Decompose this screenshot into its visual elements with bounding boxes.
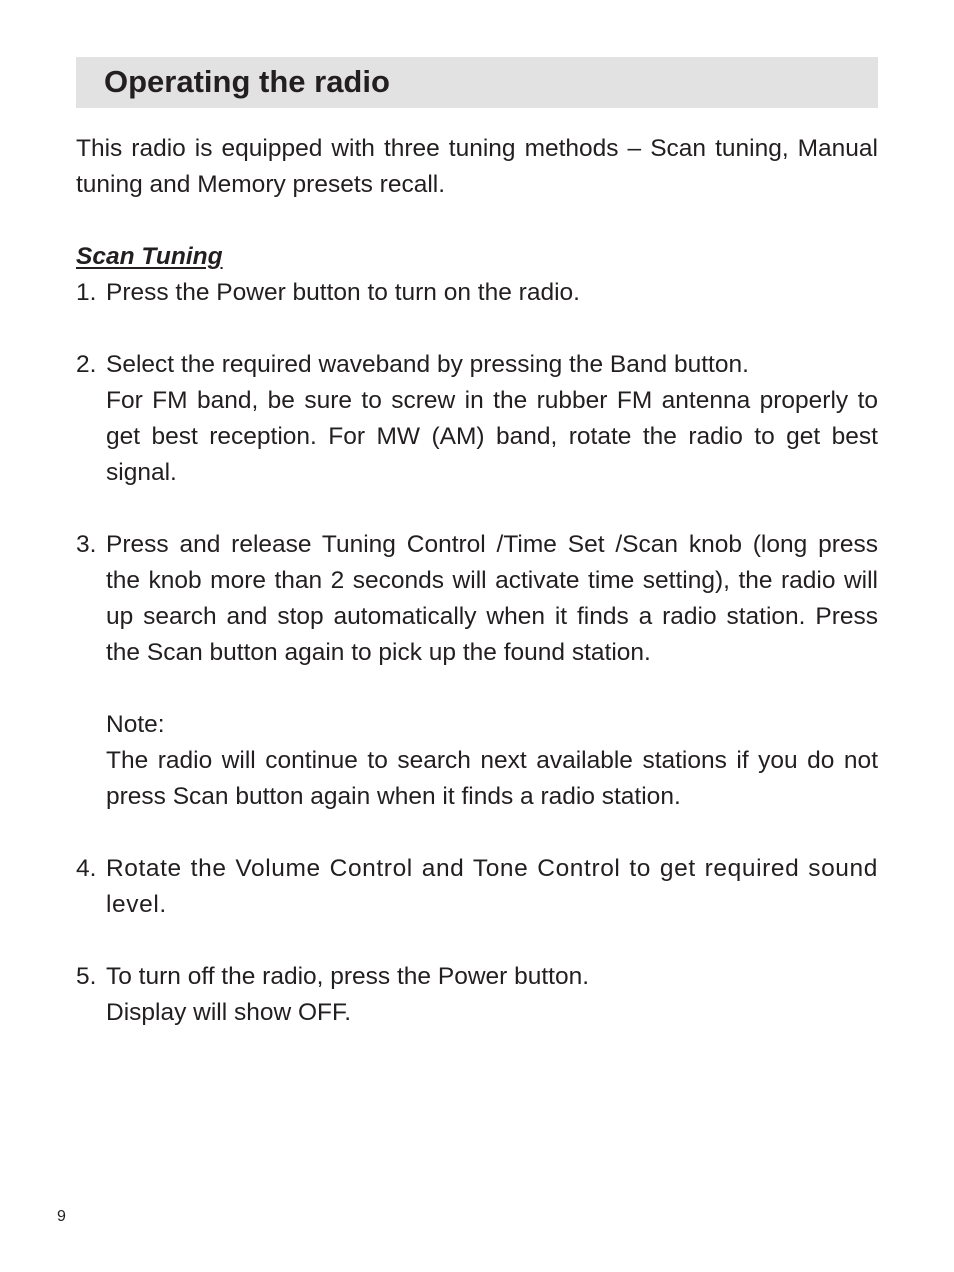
section-title: Operating the radio xyxy=(104,64,390,99)
step-3-note-text: The radio will continue to search next available stations if you do not press Scan button again when it finds a radio station. xyxy=(106,747,878,810)
step-2-number: 2. xyxy=(76,351,97,378)
spacer xyxy=(106,671,878,707)
step-5 xyxy=(76,959,878,1031)
step-1-number: 1. xyxy=(76,279,97,306)
spacer xyxy=(76,311,878,347)
step-5-number: 5. xyxy=(76,963,97,990)
spacer xyxy=(76,203,878,239)
step-2-text: Select the required waveband by pressing the Band button. xyxy=(106,351,749,378)
spacer xyxy=(76,923,878,959)
step-3-text: Press and release Tuning Control /Time Set /Scan knob (long press the knob more than 2 seconds will activate time setting), the radio will up search and stop automatically when it finds a radio station. Press the Scan button again to pick up the found station. xyxy=(106,531,878,666)
step-4 xyxy=(76,851,878,923)
page-number: 9 xyxy=(57,1208,66,1225)
section-title-bar xyxy=(76,57,878,108)
step-5-detail: Display will show OFF. xyxy=(106,999,352,1026)
step-3 xyxy=(76,527,878,815)
spacer xyxy=(76,815,878,851)
step-4-number: 4. xyxy=(76,855,97,882)
step-5-text: To turn off the radio, press the Power button. xyxy=(106,963,590,990)
step-3-number: 3. xyxy=(76,531,97,558)
step-1 xyxy=(76,275,878,311)
subsection-title: Scan Tuning xyxy=(76,243,223,270)
step-2-detail: For FM band, be sure to screw in the rubber FM antenna properly to get best reception. For MW (AM) band, rotate the radio to get best signal. xyxy=(106,387,878,486)
step-3-note-label: Note: xyxy=(106,711,165,738)
step-2 xyxy=(76,347,878,491)
intro-paragraph: This radio is equipped with three tuning methods – Scan tuning, Manual tuning and Memory presets recall. xyxy=(76,135,878,198)
page-content xyxy=(76,131,878,1031)
step-4-text: Rotate the Volume Control and Tone Control to get required sound level. xyxy=(106,855,878,918)
spacer xyxy=(76,491,878,527)
step-1-text: Press the Power button to turn on the radio. xyxy=(106,279,580,306)
